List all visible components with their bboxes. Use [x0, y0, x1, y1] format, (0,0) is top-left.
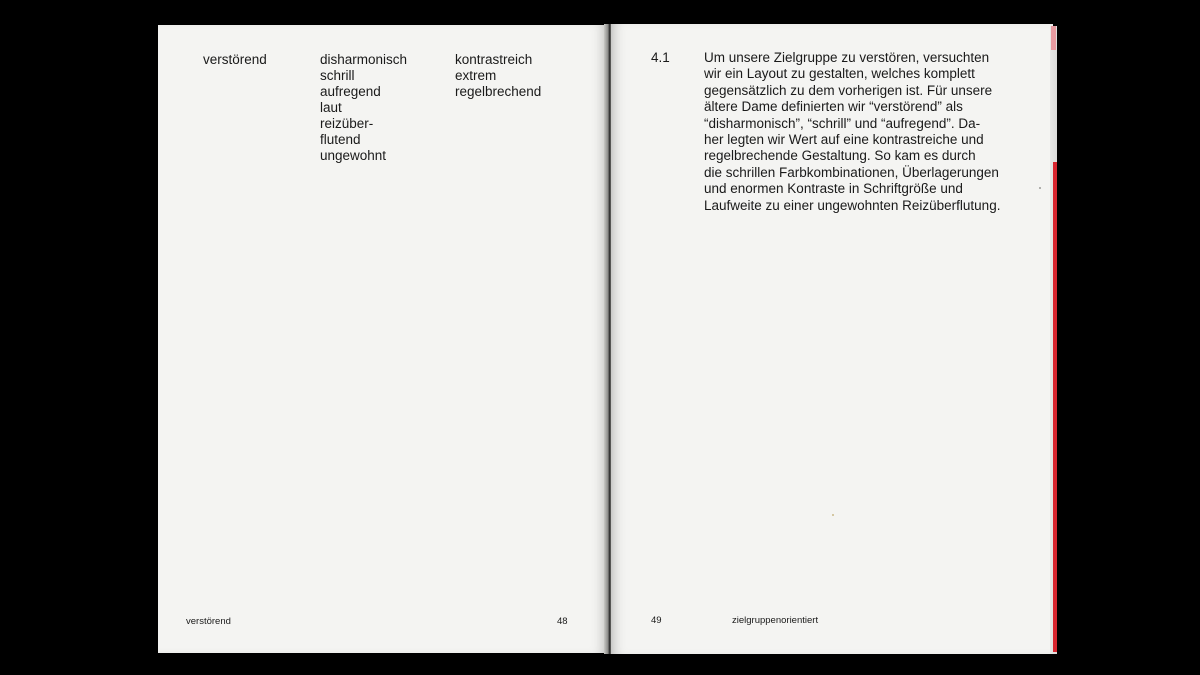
adjective-item: regelbrechend: [455, 84, 542, 99]
adjective-item: laut: [320, 100, 342, 115]
paper-speck: [832, 514, 834, 516]
left-page: [158, 25, 606, 653]
adjective-item: reizüber-: [320, 116, 374, 131]
page-edge-accent: [1051, 26, 1056, 50]
body-line: und enormen Kontraste in Schriftgröße und: [704, 181, 963, 197]
body-line: Um unsere Zielgruppe zu verstören, versuchten: [704, 50, 990, 65]
body-line: regelbrechende Gestaltung. So kam es durch: [704, 148, 976, 164]
body-line: Laufweite zu einer ungewohnten Reizüberflutung.: [704, 197, 1001, 213]
adjective-column-b: [455, 52, 541, 100]
adjective-item: schrill: [320, 68, 355, 83]
page-number: 49: [651, 615, 662, 626]
adjective-column-a: [320, 52, 407, 164]
adjective-item: flutend: [320, 132, 361, 147]
body-line: wir ein Layout zu gestalten, welches komplett: [704, 66, 975, 82]
adjective-item: kontrastreich: [455, 52, 533, 67]
body-line: gegensätzlich zu dem vorherigen ist. Für unsere: [704, 82, 993, 98]
paper-speck: [1039, 187, 1041, 189]
adjective-item: aufregend: [320, 84, 381, 99]
body-line: “disharmonisch”, “schrill” und “aufregend”. Da-: [704, 115, 981, 131]
body-line: her legten wir Wert auf eine kontrastreiche und: [704, 132, 984, 148]
right-page: [611, 24, 1053, 654]
body-line: die schrillen Farbkombinationen, Überlagerungen: [704, 164, 999, 180]
body-paragraph: [704, 50, 1034, 214]
running-footer-title: verstörend: [186, 616, 231, 627]
page-number: 48: [557, 616, 568, 627]
page-edge-accent: [1053, 162, 1057, 652]
body-line: ältere Dame definierten wir “verstörend” als: [704, 99, 963, 115]
adjective-item: extrem: [455, 68, 497, 83]
running-footer-title: zielgruppenorientiert: [732, 615, 819, 626]
adjective-item: ungewohnt: [320, 148, 387, 163]
section-number: 4.1: [651, 50, 670, 65]
adjective-item: disharmonisch: [320, 52, 408, 67]
heading-word: verstörend: [203, 52, 267, 67]
